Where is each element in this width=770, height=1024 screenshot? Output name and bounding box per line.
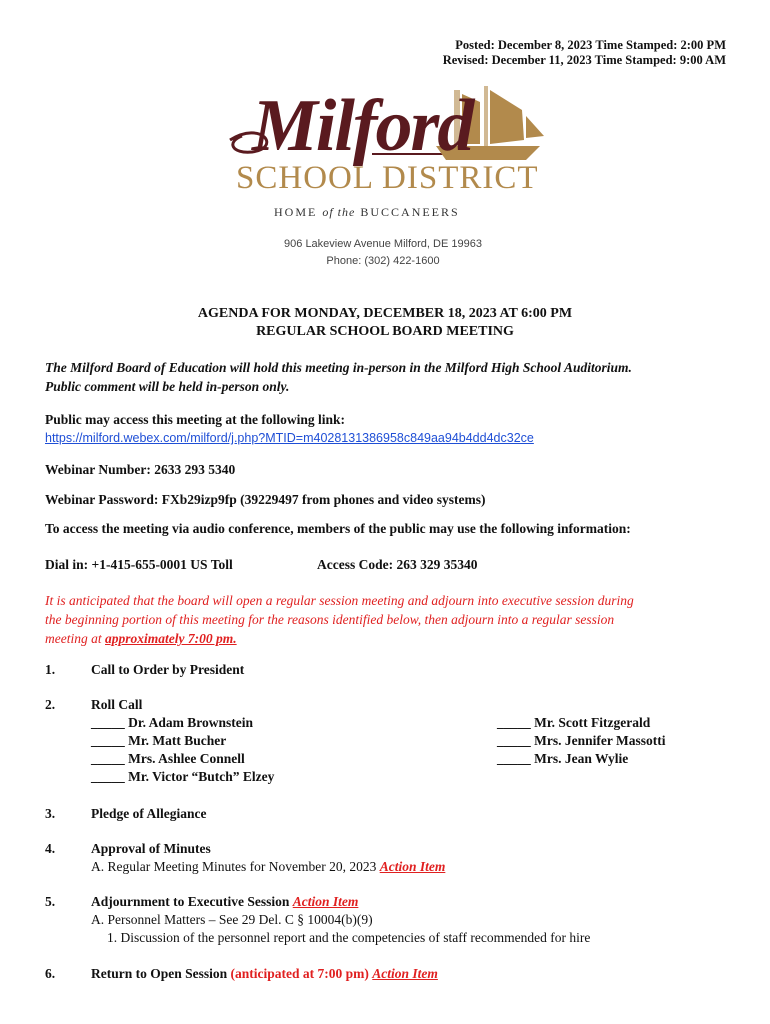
intro-statement — [45, 358, 735, 396]
agenda-item-4 — [45, 840, 735, 880]
agenda-item-1 — [45, 661, 735, 681]
roll-entry: _____ Mr. Scott Fitzgerald — [497, 715, 651, 730]
item-heading: Call to Order by President — [91, 662, 245, 677]
action-item-label: Action Item — [372, 966, 438, 981]
item-note: (anticipated at 7:00 pm) — [230, 966, 373, 981]
dial-in-row — [45, 555, 735, 574]
district-logo — [222, 80, 544, 280]
item-heading: Approval of Minutes — [91, 841, 211, 856]
executive-session-notice — [45, 591, 735, 648]
roll-call-right — [497, 714, 665, 768]
webinar-password: Webinar Password: FXb29izp9fp (39229497 from phones and video systems) — [45, 492, 486, 507]
tagline-home: HOME — [274, 205, 323, 219]
item-body — [91, 893, 731, 947]
roll-call-left — [91, 714, 274, 786]
roll-entry: _____ Mrs. Jean Wylie — [497, 751, 629, 766]
district-address — [222, 236, 544, 270]
agenda-item-5 — [45, 893, 735, 951]
intro-line1: The Milford Board of Education will hold this meeting in-person in the Milford High School Auditorium. — [45, 360, 632, 375]
agenda-item-6 — [45, 965, 735, 985]
item-heading: Return to Open Session — [91, 966, 231, 981]
posted-line: Posted: December 8, 2023 Time Stamped: 2:00 PM — [455, 38, 726, 52]
agenda-title — [0, 305, 770, 341]
item-number: 5. — [45, 894, 56, 909]
action-item-label: Action Item — [292, 894, 359, 909]
item-subpoint — [91, 858, 731, 876]
item-heading: Adjournment to Executive Session — [91, 894, 293, 909]
access-section — [45, 410, 735, 447]
address-line: 906 Lakeview Avenue Milford, DE 19963 — [284, 238, 482, 250]
agenda-item-3 — [45, 805, 735, 825]
meeting-link[interactable]: https://milford.webex.com/milford/j.php?MTID=m4028131386958c849aa94b4dd4dc32ce — [45, 431, 534, 445]
notice-time: approximately 7:00 pm. — [105, 631, 237, 646]
logo-district-text: SCHOOL DISTRICT — [236, 160, 539, 196]
revised-line: Revised: December 11, 2023 Time Stamped: 9:00 AM — [442, 53, 726, 67]
logo-script-text: Milford — [252, 85, 473, 167]
agenda-title-line2: REGULAR SCHOOL BOARD MEETING — [256, 324, 514, 339]
roll-entry: _____ Dr. Adam Brownstein — [91, 715, 254, 730]
agenda-item-2 — [45, 696, 735, 790]
item-subpoint-detail: 1. Discussion of the personnel report and the competencies of staff recommended for hire — [107, 930, 591, 945]
item-heading-row — [91, 965, 731, 983]
intro-line2: Public comment will be held in-person only. — [45, 379, 290, 394]
tagline-of-the: of the — [322, 205, 356, 219]
phone-line: Phone: (302) 422-1600 — [326, 255, 440, 267]
action-item-label: Action Item — [379, 859, 446, 874]
item-body — [91, 840, 731, 876]
item-heading-row — [91, 893, 731, 911]
notice-line3 — [45, 629, 735, 648]
item-number: 6. — [45, 966, 56, 981]
dial-in: Dial in: +1-415-655-0001 US Toll — [45, 557, 233, 572]
tagline-buccaneers: BUCCANEERS — [355, 205, 460, 219]
subpoint-text: A. Regular Meeting Minutes for November 20, 2023 — [91, 859, 380, 874]
item-number: 3. — [45, 806, 56, 821]
item-heading: Roll Call — [91, 697, 143, 712]
notice-line1: It is anticipated that the board will open a regular session meeting and adjourn into executive session during — [45, 593, 634, 608]
roll-entry: _____ Mrs. Ashlee Connell — [91, 751, 245, 766]
notice-line2: the beginning portion of this meeting for the reasons identified below, then adjourn into a regular session — [45, 612, 615, 627]
access-label: Public may access this meeting at the following link: — [45, 412, 345, 427]
webinar-number: Webinar Number: 2633 293 5340 — [45, 462, 236, 477]
roll-entry: _____ Mr. Matt Bucher — [91, 733, 227, 748]
posted-stamp — [443, 38, 726, 68]
item-heading: Pledge of Allegiance — [91, 806, 207, 821]
item-number: 2. — [45, 697, 56, 712]
logo-tagline — [274, 205, 460, 220]
agenda-title-line1: AGENDA FOR MONDAY, DECEMBER 18, 2023 AT 6:00 PM — [197, 306, 573, 321]
roll-entry: _____ Mrs. Jennifer Massotti — [497, 733, 666, 748]
roll-entry: _____ Mr. Victor “Butch” Elzey — [91, 769, 275, 784]
item-subpoint: A. Personnel Matters – See 29 Del. C § 10004(b)(9) — [91, 912, 373, 927]
notice-line3-text: meeting at — [45, 631, 105, 646]
item-number: 1. — [45, 662, 56, 677]
audio-info: To access the meeting via audio conference, members of the public may use the following information: — [45, 521, 631, 536]
access-code: Access Code: 263 329 35340 — [317, 557, 478, 572]
item-number: 4. — [45, 841, 56, 856]
